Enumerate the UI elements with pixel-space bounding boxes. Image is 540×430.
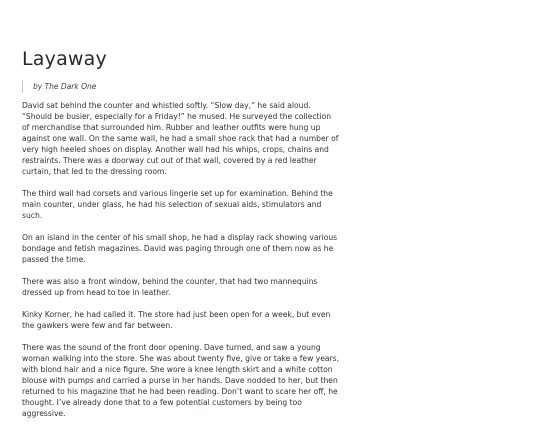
story-paragraph: David sat behind the counter and whistled softly. “Slow day,” he said aloud. “Should be busier, especially for a Friday!” he mused. He surveyed the collection of merchandise that surrounded him. Rubber and leather outfits were hung up against one wall. On the same wall, he had a small shoe rack that had a number of very high heeled shoes on display. Another wall had his whips, crops, chains and restraints. There was a doorway cut out of that wall, covered by a red leather curtain, that led to the dressing room. [22,101,339,176]
story-paragraph: There was the sound of the front door opening. Dave turned, and saw a young woman walking into the store. She was about twenty five, give or take a few years, with blond hair and a nice figure. She wore a knee length skirt and a white cotton blouse with pumps and carried a purse in her hands. Dave nodded to her, but then returned to his magazine that he had been reading. Don’t want to scare her off, he thought. I’ve already done that to a few potential customers by being too aggressive. [22,343,340,418]
story-paragraph: There was also a front window, behind the counter, that had two mannequins dressed up from head to toe in leather. [22,277,318,297]
story-title: Layaway [22,48,107,70]
story-body [22,100,340,430]
story-byline: by The Dark One [22,80,96,93]
story-paragraph: Kinky Korner, he had called it. The store had just been open for a week, but even the gawkers were few and far between. [22,310,331,330]
story-paragraph: The third wall had corsets and various lingerie set up for examination. Behind the main counter, under glass, he had his selection of sexual aids, stimulators and such. [22,189,333,220]
story-paragraph: On an island in the center of his small shop, he had a display rack showing various bondage and fetish magazines. David was paging through one of them now as he passed the time. [22,233,338,264]
